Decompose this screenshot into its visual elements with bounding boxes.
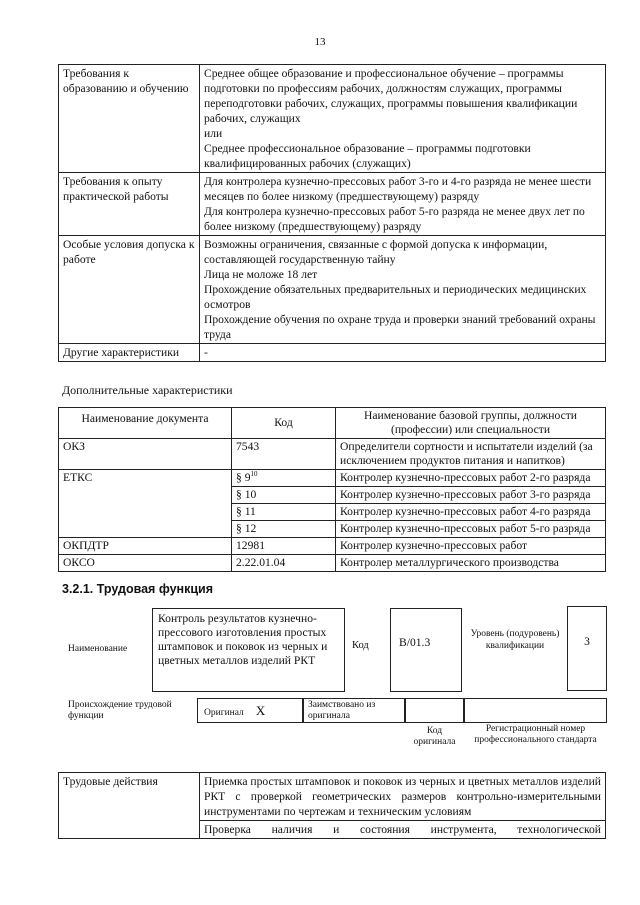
- row-value: [200, 173, 606, 236]
- function-name-label: Наименование: [68, 644, 128, 654]
- row-label: Требования к образованию и обучению: [59, 65, 200, 173]
- table-row: [59, 439, 606, 470]
- name-cell: Определители сортности и испытатели изделий (за исключением продуктов питания и напитков): [336, 439, 606, 470]
- name-cell: Контролер кузнечно-прессовых работ 2-го разряда: [336, 470, 606, 487]
- row-label: Трудовые действия: [59, 773, 200, 839]
- doc-cell: ОКЗ: [59, 439, 232, 470]
- function-code-label: Код: [352, 640, 369, 651]
- row-label: Требования к опыту практической работы: [59, 173, 200, 236]
- code-cell: 12981: [232, 538, 336, 555]
- original-mark: Х: [255, 703, 266, 718]
- additional-table: [58, 407, 606, 572]
- function-code-box: В/01.3: [390, 608, 462, 692]
- code-cell: § 12: [232, 521, 336, 538]
- function-name-box: Контроль результатов кузнечно-прессового изготовления простых штамповок и поковок из черных и цветных металлов изделий РКТ: [152, 608, 345, 692]
- labor-action-item: Приемка простых штамповок и поковок из черных и цветных металлов изделий РКТ с проверкой геометрических размеров контрольно-измерительными инструментами по чертежам и техническим условиям: [200, 773, 606, 821]
- header-code: Код: [232, 408, 336, 439]
- doc-cell: ЕТКС: [59, 470, 232, 538]
- row-label: Особые условия допуска к работе: [59, 236, 200, 344]
- name-cell: Контролер кузнечно-прессовых работ 4-го разряда: [336, 504, 606, 521]
- table-row: [59, 470, 606, 487]
- qualification-level-label: Уровень (подуровень) квалификации: [470, 629, 560, 651]
- section-title: 3.2.1. Трудовая функция: [62, 582, 214, 596]
- page-number: 13: [314, 36, 326, 48]
- origin-code-label: Код оригинала: [413, 726, 456, 747]
- table-row: [59, 555, 606, 572]
- borrowed-box: Заимствовано из оригинала: [303, 698, 405, 723]
- code-cell: § 11: [232, 504, 336, 521]
- value-line: Среднее общее образование и профессиональное обучение – программы подготовки по профессиям рабочих, должностям служащих, программы переподготовки рабочих, служащих, программы повышения квалификации рабочих, служащих: [204, 67, 578, 125]
- qualification-level-box: 3: [567, 606, 607, 691]
- value-line: Прохождение обучения по охране труда и проверки знаний требований охраны труда: [204, 313, 596, 341]
- origin-code-box: [405, 698, 464, 723]
- row-label: Другие характеристики: [59, 344, 200, 362]
- additional-title: Дополнительные характеристики: [62, 383, 233, 397]
- table-row: [59, 344, 606, 362]
- name-cell: Контролер кузнечно-прессовых работ 5-го разряда: [336, 521, 606, 538]
- value-line: или: [204, 127, 223, 140]
- footnote-mark: 10: [250, 470, 258, 479]
- reg-number-label: Регистрационный номер профессионального стандарта: [474, 724, 597, 745]
- doc-cell: ОКПДТР: [59, 538, 232, 555]
- code-cell: [232, 470, 336, 487]
- header-document: Наименование документа: [59, 408, 232, 439]
- name-cell: Контролер металлургического производства: [336, 555, 606, 572]
- original-box: [197, 698, 303, 723]
- row-value: -: [200, 344, 606, 362]
- header-name: Наименование базовой группы, должности (профессии) или специальности: [336, 408, 606, 439]
- table-row: [59, 65, 606, 173]
- value-line: Возможны ограничения, связанные с формой допуска к информации, составляющей государственную тайну: [204, 238, 548, 266]
- name-cell: Контролер кузнечно-прессовых работ: [336, 538, 606, 555]
- table-row: [59, 773, 606, 821]
- value-line: Для контролера кузнечно-прессовых работ 5-го разряда не менее двух лет по более низкому (предшествующему) разряду: [204, 205, 585, 233]
- table-row: [59, 236, 606, 344]
- name-cell: Контролер кузнечно-прессовых работ 3-го разряда: [336, 487, 606, 504]
- row-value: [200, 236, 606, 344]
- labor-actions-table: [58, 772, 606, 839]
- table-row: [59, 538, 606, 555]
- header-row: [59, 408, 606, 439]
- value-line: Прохождение обязательных предварительных и периодических медицинских осмотров: [204, 283, 587, 311]
- code-cell: 7543: [232, 439, 336, 470]
- code-text: § 9: [236, 471, 251, 484]
- row-value: [200, 65, 606, 173]
- function-origin-label: Происхождение трудовой функции: [68, 700, 172, 721]
- code-cell: 2.22.01.04: [232, 555, 336, 572]
- table-row: [59, 173, 606, 236]
- labor-action-item: Проверка наличия и состояния инструмента, технологической: [200, 821, 606, 839]
- reg-number-box: [464, 698, 607, 723]
- value-line: Для контролера кузнечно-прессовых работ 3-го и 4-го разряда не менее шести месяцев по более низкому (предшествующему) разряду: [204, 175, 592, 203]
- value-line: Лица не моложе 18 лет: [204, 268, 318, 281]
- value-line: Среднее профессиональное образование – программы подготовки квалифицированных рабочих (служащих): [204, 142, 531, 170]
- requirements-table: [58, 64, 606, 362]
- code-cell: § 10: [232, 487, 336, 504]
- original-label: Оригинал: [204, 708, 244, 718]
- doc-cell: ОКСО: [59, 555, 232, 572]
